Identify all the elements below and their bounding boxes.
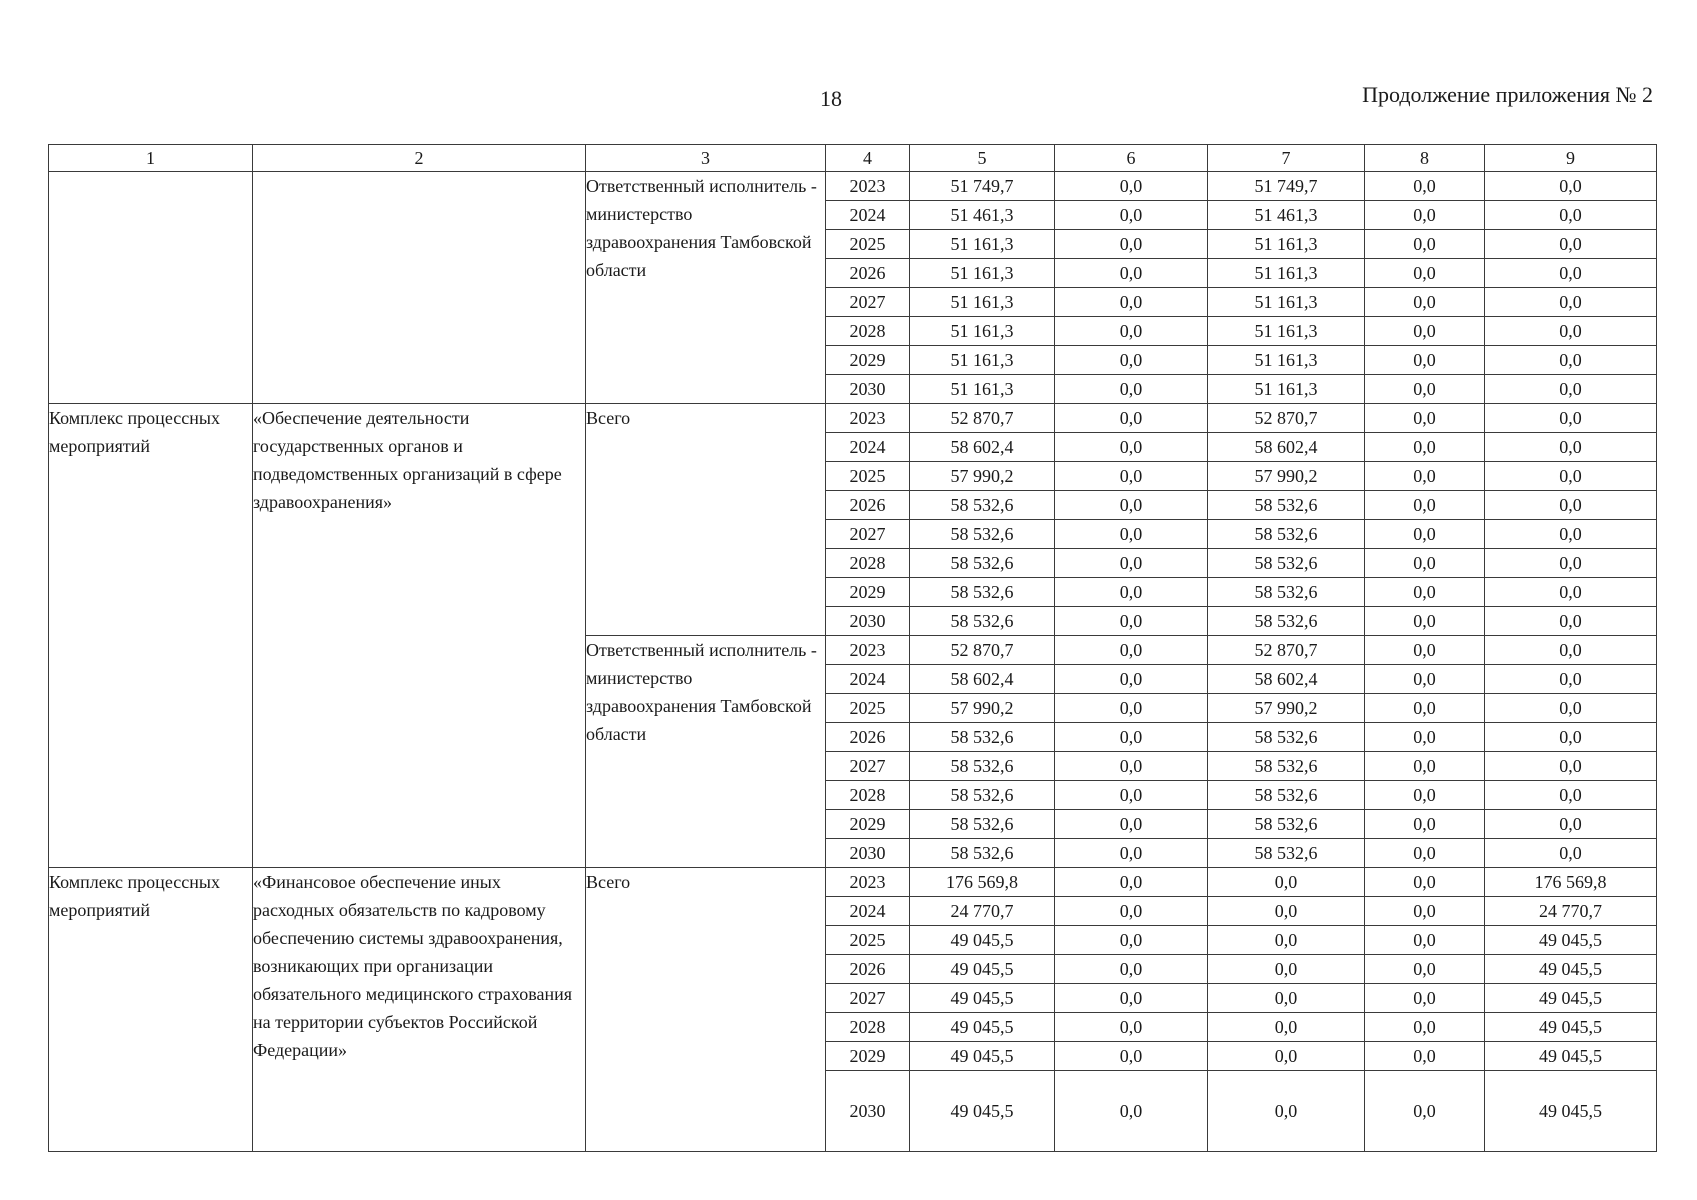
executor-cell: Ответственный исполнитель - министерство здравоохранения Тамбовской области	[586, 636, 826, 868]
year-cell: 2027	[826, 288, 910, 317]
event-name-cell: «Обеспечение деятельности государственных органов и подведомственных организаций в сфере здравоохранения»	[253, 404, 586, 868]
year-cell: 2027	[826, 752, 910, 781]
amount-cell: 58 532,6	[910, 752, 1055, 781]
executor-cell: Ответственный исполнитель - министерство здравоохранения Тамбовской области	[586, 172, 826, 404]
amount-cell: 0,0	[1055, 868, 1208, 897]
amount-cell: 0,0	[1365, 1042, 1485, 1071]
amount-cell: 0,0	[1485, 317, 1657, 346]
amount-cell: 51 161,3	[910, 375, 1055, 404]
amount-cell: 0,0	[1365, 868, 1485, 897]
amount-cell: 0,0	[1365, 259, 1485, 288]
amount-cell: 58 532,6	[910, 491, 1055, 520]
amount-cell: 58 532,6	[910, 578, 1055, 607]
year-cell: 2023	[826, 636, 910, 665]
year-cell: 2026	[826, 955, 910, 984]
amount-cell: 58 532,6	[1208, 839, 1365, 868]
amount-cell: 0,0	[1055, 259, 1208, 288]
amount-cell: 0,0	[1365, 897, 1485, 926]
amount-cell: 0,0	[1485, 230, 1657, 259]
column-header: 8	[1365, 145, 1485, 172]
amount-cell: 0,0	[1055, 491, 1208, 520]
amount-cell: 0,0	[1365, 433, 1485, 462]
amount-cell: 0,0	[1055, 462, 1208, 491]
amount-cell: 0,0	[1365, 375, 1485, 404]
amount-cell: 58 532,6	[1208, 491, 1365, 520]
amount-cell: 0,0	[1055, 520, 1208, 549]
amount-cell: 57 990,2	[910, 694, 1055, 723]
amount-cell: 0,0	[1055, 665, 1208, 694]
amount-cell: 51 161,3	[1208, 317, 1365, 346]
amount-cell: 51 161,3	[910, 259, 1055, 288]
event-type-cell: Комплекс процессных мероприятий	[49, 404, 253, 868]
amount-cell: 0,0	[1055, 375, 1208, 404]
amount-cell: 58 532,6	[910, 839, 1055, 868]
amount-cell: 0,0	[1485, 810, 1657, 839]
amount-cell: 0,0	[1485, 201, 1657, 230]
year-cell: 2024	[826, 897, 910, 926]
amount-cell: 51 461,3	[1208, 201, 1365, 230]
year-cell: 2024	[826, 201, 910, 230]
column-header: 3	[586, 145, 826, 172]
year-cell: 2025	[826, 230, 910, 259]
amount-cell: 176 569,8	[910, 868, 1055, 897]
amount-cell: 51 161,3	[910, 317, 1055, 346]
amount-cell: 0,0	[1485, 346, 1657, 375]
amount-cell: 0,0	[1485, 694, 1657, 723]
amount-cell: 0,0	[1485, 665, 1657, 694]
amount-cell: 0,0	[1485, 607, 1657, 636]
amount-cell: 0,0	[1485, 723, 1657, 752]
year-cell: 2028	[826, 1013, 910, 1042]
event-name-cell: «Финансовое обеспечение иных расходных обязательств по кадровому обеспечению системы здравоохранения, возникающих при организации обязательного медицинского страхования на территории субъектов Российской Федерации»	[253, 868, 586, 1152]
amount-cell: 0,0	[1365, 1013, 1485, 1042]
year-cell: 2023	[826, 404, 910, 433]
amount-cell: 49 045,5	[1485, 926, 1657, 955]
amount-cell: 0,0	[1055, 230, 1208, 259]
amount-cell: 0,0	[1485, 172, 1657, 201]
amount-cell: 0,0	[1365, 723, 1485, 752]
executor-cell: Всего	[586, 868, 826, 1152]
year-cell: 2023	[826, 172, 910, 201]
amount-cell: 0,0	[1485, 491, 1657, 520]
amount-cell: 0,0	[1365, 520, 1485, 549]
amount-cell: 0,0	[1365, 781, 1485, 810]
year-cell: 2030	[826, 607, 910, 636]
amount-cell: 49 045,5	[910, 1013, 1055, 1042]
amount-cell: 0,0	[1485, 375, 1657, 404]
year-cell: 2028	[826, 549, 910, 578]
column-header: 6	[1055, 145, 1208, 172]
amount-cell: 0,0	[1208, 1071, 1365, 1152]
amount-cell: 49 045,5	[1485, 1042, 1657, 1071]
amount-cell: 58 602,4	[1208, 665, 1365, 694]
amount-cell: 24 770,7	[910, 897, 1055, 926]
column-header: 2	[253, 145, 586, 172]
amount-cell: 0,0	[1055, 1013, 1208, 1042]
amount-cell: 0,0	[1365, 549, 1485, 578]
amount-cell: 58 532,6	[1208, 752, 1365, 781]
appendix-continuation-label: Продолжение приложения № 2	[1362, 82, 1653, 107]
amount-cell: 0,0	[1365, 810, 1485, 839]
amount-cell: 51 749,7	[1208, 172, 1365, 201]
year-cell: 2024	[826, 433, 910, 462]
amount-cell: 0,0	[1365, 636, 1485, 665]
table-row	[49, 868, 1657, 897]
amount-cell: 0,0	[1365, 201, 1485, 230]
amount-cell: 57 990,2	[1208, 694, 1365, 723]
amount-cell: 0,0	[1055, 636, 1208, 665]
amount-cell: 49 045,5	[910, 926, 1055, 955]
amount-cell: 51 161,3	[1208, 230, 1365, 259]
amount-cell: 24 770,7	[1485, 897, 1657, 926]
amount-cell: 0,0	[1365, 317, 1485, 346]
amount-cell: 0,0	[1365, 230, 1485, 259]
amount-cell: 0,0	[1055, 433, 1208, 462]
amount-cell: 51 161,3	[1208, 288, 1365, 317]
amount-cell: 0,0	[1055, 288, 1208, 317]
amount-cell: 0,0	[1365, 984, 1485, 1013]
amount-cell: 0,0	[1055, 926, 1208, 955]
amount-cell: 0,0	[1365, 288, 1485, 317]
amount-cell: 0,0	[1365, 607, 1485, 636]
amount-cell: 51 161,3	[910, 230, 1055, 259]
amount-cell: 58 532,6	[1208, 607, 1365, 636]
amount-cell: 58 532,6	[1208, 520, 1365, 549]
amount-cell: 0,0	[1365, 1071, 1485, 1152]
amount-cell: 57 990,2	[1208, 462, 1365, 491]
amount-cell: 58 532,6	[910, 549, 1055, 578]
amount-cell: 0,0	[1365, 694, 1485, 723]
year-cell: 2030	[826, 839, 910, 868]
amount-cell: 0,0	[1055, 404, 1208, 433]
year-cell: 2026	[826, 491, 910, 520]
amount-cell: 0,0	[1208, 1013, 1365, 1042]
amount-cell: 0,0	[1365, 172, 1485, 201]
amount-cell: 0,0	[1208, 897, 1365, 926]
amount-cell: 49 045,5	[1485, 955, 1657, 984]
column-header: 5	[910, 145, 1055, 172]
amount-cell: 0,0	[1365, 491, 1485, 520]
page-number: 18	[820, 86, 842, 111]
amount-cell: 0,0	[1055, 694, 1208, 723]
amount-cell: 0,0	[1485, 752, 1657, 781]
year-cell: 2027	[826, 984, 910, 1013]
year-cell: 2025	[826, 694, 910, 723]
year-cell: 2027	[826, 520, 910, 549]
budget-table	[48, 144, 1657, 1152]
amount-cell: 0,0	[1055, 781, 1208, 810]
amount-cell: 0,0	[1208, 1042, 1365, 1071]
amount-cell: 0,0	[1055, 346, 1208, 375]
amount-cell: 0,0	[1365, 462, 1485, 491]
amount-cell: 58 532,6	[1208, 578, 1365, 607]
amount-cell: 51 161,3	[1208, 259, 1365, 288]
column-number-header-row	[49, 145, 1657, 172]
amount-cell: 0,0	[1055, 317, 1208, 346]
amount-cell: 0,0	[1055, 897, 1208, 926]
table-row	[49, 404, 1657, 433]
amount-cell: 0,0	[1485, 578, 1657, 607]
amount-cell: 58 602,4	[910, 433, 1055, 462]
amount-cell: 176 569,8	[1485, 868, 1657, 897]
amount-cell: 0,0	[1055, 607, 1208, 636]
event-type-cell	[49, 172, 253, 404]
executor-cell: Всего	[586, 404, 826, 636]
event-name-cell	[253, 172, 586, 404]
amount-cell: 49 045,5	[1485, 1071, 1657, 1152]
amount-cell: 0,0	[1485, 636, 1657, 665]
table-body	[49, 172, 1657, 1152]
amount-cell: 0,0	[1055, 723, 1208, 752]
amount-cell: 58 532,6	[910, 781, 1055, 810]
amount-cell: 0,0	[1365, 955, 1485, 984]
amount-cell: 58 532,6	[1208, 781, 1365, 810]
amount-cell: 51 161,3	[1208, 375, 1365, 404]
amount-cell: 0,0	[1055, 984, 1208, 1013]
amount-cell: 52 870,7	[1208, 404, 1365, 433]
amount-cell: 51 461,3	[910, 201, 1055, 230]
amount-cell: 49 045,5	[1485, 1013, 1657, 1042]
year-cell: 2026	[826, 259, 910, 288]
amount-cell: 0,0	[1485, 259, 1657, 288]
amount-cell: 0,0	[1055, 810, 1208, 839]
amount-cell: 51 161,3	[910, 346, 1055, 375]
amount-cell: 0,0	[1055, 1042, 1208, 1071]
amount-cell: 0,0	[1208, 984, 1365, 1013]
amount-cell: 58 532,6	[1208, 549, 1365, 578]
column-header: 1	[49, 145, 253, 172]
amount-cell: 0,0	[1055, 955, 1208, 984]
amount-cell: 51 749,7	[910, 172, 1055, 201]
amount-cell: 0,0	[1485, 288, 1657, 317]
year-cell: 2029	[826, 346, 910, 375]
amount-cell: 49 045,5	[910, 955, 1055, 984]
amount-cell: 0,0	[1055, 839, 1208, 868]
amount-cell: 0,0	[1365, 926, 1485, 955]
year-cell: 2024	[826, 665, 910, 694]
amount-cell: 49 045,5	[910, 984, 1055, 1013]
amount-cell: 0,0	[1365, 665, 1485, 694]
amount-cell: 0,0	[1055, 201, 1208, 230]
amount-cell: 0,0	[1365, 839, 1485, 868]
column-header: 4	[826, 145, 910, 172]
amount-cell: 57 990,2	[910, 462, 1055, 491]
amount-cell: 58 532,6	[910, 607, 1055, 636]
table-row	[49, 172, 1657, 201]
amount-cell: 0,0	[1055, 578, 1208, 607]
amount-cell: 0,0	[1208, 868, 1365, 897]
amount-cell: 0,0	[1365, 752, 1485, 781]
amount-cell: 58 602,4	[910, 665, 1055, 694]
amount-cell: 0,0	[1365, 404, 1485, 433]
amount-cell: 58 532,6	[910, 723, 1055, 752]
year-cell: 2025	[826, 926, 910, 955]
amount-cell: 49 045,5	[1485, 984, 1657, 1013]
amount-cell: 0,0	[1485, 462, 1657, 491]
amount-cell: 52 870,7	[910, 636, 1055, 665]
amount-cell: 58 532,6	[1208, 810, 1365, 839]
amount-cell: 0,0	[1485, 520, 1657, 549]
amount-cell: 0,0	[1208, 955, 1365, 984]
amount-cell: 52 870,7	[1208, 636, 1365, 665]
year-cell: 2029	[826, 1042, 910, 1071]
amount-cell: 0,0	[1055, 752, 1208, 781]
amount-cell: 58 532,6	[910, 810, 1055, 839]
year-cell: 2028	[826, 317, 910, 346]
amount-cell: 51 161,3	[910, 288, 1055, 317]
amount-cell: 0,0	[1055, 1071, 1208, 1152]
amount-cell: 0,0	[1055, 549, 1208, 578]
column-header: 9	[1485, 145, 1657, 172]
year-cell: 2023	[826, 868, 910, 897]
amount-cell: 0,0	[1208, 926, 1365, 955]
amount-cell: 49 045,5	[910, 1071, 1055, 1152]
amount-cell: 58 532,6	[910, 520, 1055, 549]
amount-cell: 0,0	[1485, 781, 1657, 810]
amount-cell: 51 161,3	[1208, 346, 1365, 375]
year-cell: 2028	[826, 781, 910, 810]
amount-cell: 52 870,7	[910, 404, 1055, 433]
amount-cell: 0,0	[1485, 549, 1657, 578]
column-header: 7	[1208, 145, 1365, 172]
amount-cell: 0,0	[1485, 404, 1657, 433]
amount-cell: 0,0	[1485, 839, 1657, 868]
year-cell: 2026	[826, 723, 910, 752]
amount-cell: 0,0	[1365, 346, 1485, 375]
amount-cell: 0,0	[1485, 433, 1657, 462]
year-cell: 2025	[826, 462, 910, 491]
amount-cell: 58 532,6	[1208, 723, 1365, 752]
year-cell: 2030	[826, 1071, 910, 1152]
amount-cell: 58 602,4	[1208, 433, 1365, 462]
year-cell: 2030	[826, 375, 910, 404]
event-type-cell: Комплекс процессных мероприятий	[49, 868, 253, 1152]
amount-cell: 0,0	[1365, 578, 1485, 607]
amount-cell: 0,0	[1055, 172, 1208, 201]
amount-cell: 49 045,5	[910, 1042, 1055, 1071]
year-cell: 2029	[826, 810, 910, 839]
year-cell: 2029	[826, 578, 910, 607]
